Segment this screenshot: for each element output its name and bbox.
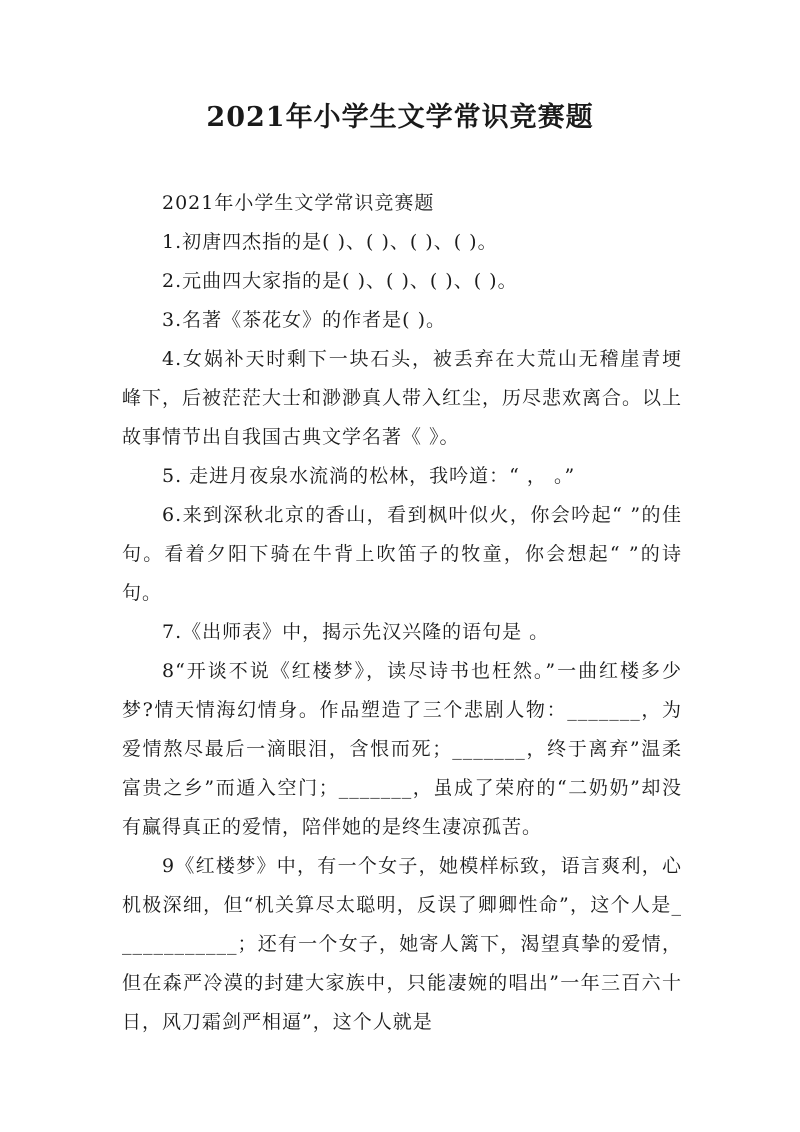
question-6: 6.来到深秋北京的香山，看到枫叶似火，你会吟起“ ”的佳句。看着夕阳下骑在牛背上吹笛子的牧童，你会想起“ ”的诗句。: [122, 504, 682, 604]
question-3: 3.名著《茶花女》的作者是( )。: [162, 309, 446, 331]
document-body: [122, 184, 682, 1042]
question-1: 1.初唐四杰指的是( )、( )、( )、( )。: [162, 231, 498, 253]
question-7: 7.《出师表》中，揭示先汉兴隆的语句是 。: [162, 621, 550, 643]
document-title: 2021年小学生文学常识竞赛题: [206, 102, 594, 133]
question-9: 9《红楼梦》中，有一个女子，她模样标致，语言爽利，心机极深细，但“机关算尽太聪明，反误了卿卿性命”，这个人是____________；还有一个女子，她寄人篱下，渴望真挚的爱情，但在森严冷漠的封建大家族中，只能凄婉的唱出”一年三百六十日，风刀霜剑严相逼”，这个人就是: [122, 855, 682, 1033]
question-5: 5. 走进月夜泉水流淌的松林，我吟道：“ ， 。”: [162, 465, 576, 487]
question-2: 2.元曲四大家指的是( )、( )、( )、( )。: [162, 270, 518, 292]
question-4: 4.女娲补天时剩下一块石头，被丢弃在大荒山无稽崖青埂峰下，后被茫茫大士和渺渺真人带入红尘，历尽悲欢离合。以上故事情节出自我国古典文学名著《 》。: [122, 348, 683, 448]
question-8: 8“开谈不说《红楼梦》，读尽诗书也枉然。”一曲红楼多少梦?情天情海幻情身。作品塑造了三个悲剧人物：_______，为爱情熬尽最后一滴眼泪，含恨而死；_______，终于离弃”温柔富贵之乡”而遁入空门；_______，虽成了荣府的“二奶奶”却没有赢得真正的爱情，陪伴她的是终生凄凉孤苦。: [122, 660, 682, 838]
subtitle-paragraph: 2021年小学生文学常识竞赛题: [162, 192, 435, 214]
